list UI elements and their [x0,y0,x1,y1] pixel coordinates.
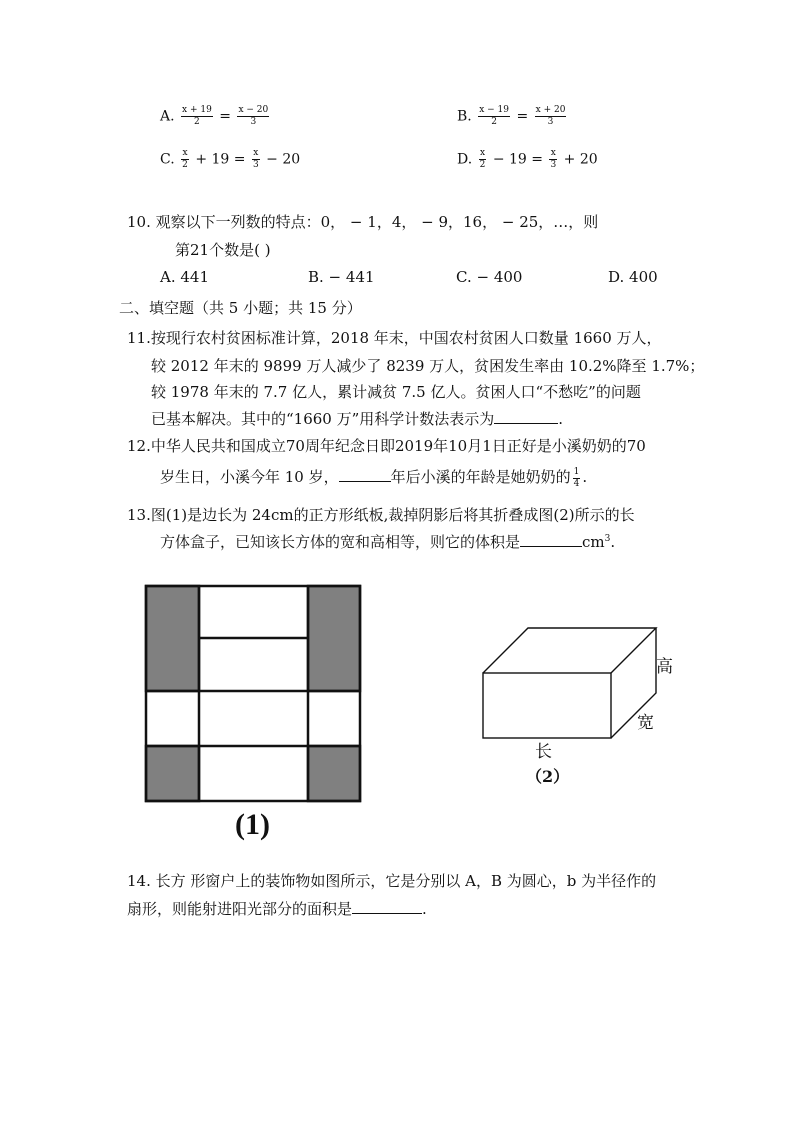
q9-option-d[interactable] [457,148,598,171]
expression-text: + 19 = [195,151,246,168]
option-label: A. [160,108,175,125]
box-front-face [483,673,611,738]
punctuation: . [610,533,616,551]
box-top-face [483,628,656,673]
q9-option-a[interactable] [160,105,271,128]
q14-line2 [127,898,427,919]
fraction: $\frac{x - 19}{2}$ [479,105,509,127]
q9-option-b[interactable] [457,105,568,128]
fraction: $\frac{x}{2}$ [182,148,188,170]
question-text: 岁生日，小溪今年 10 岁， [160,468,339,486]
fraction: $\frac{x - 20}{3}$ [238,105,269,127]
answer-blank[interactable] [352,899,422,914]
fraction: $\frac{x}{2}$ [479,148,486,170]
option-label: B. [457,108,472,125]
punctuation: . [558,410,564,428]
option-label: C. [160,151,175,168]
shaded-corner-bottom-right [308,746,360,801]
answer-blank[interactable] [494,409,558,424]
expression-text: + 20 [563,151,598,168]
fraction: $\frac{x}{3}$ [252,148,259,170]
shaded-corner-top-right [308,586,360,691]
q11-line2: 较 2012 年末的 9899 万人减少了 8239 万人，贫困发生率由 10.2%降至 1.7%； [151,357,705,375]
punctuation: . [582,468,588,486]
q10-line1: 10. 观察以下一列数的特点：0， − 1，4， − 9，16， − 25，…，则 [127,213,599,231]
equals-sign: = [516,108,529,125]
unit-text: cm [582,533,605,551]
fraction-one-quarter: $\frac{1}{4}$ [573,466,580,489]
question-text: 已基本解决。其中的“1660 万”用科学计数法表示为 [151,410,495,428]
question-text: 方体盒子，已知该长方体的宽和高相等，则它的体积是 [160,533,521,551]
q10-option-c[interactable]: C. − 400 [456,268,523,286]
shaded-corner-bottom-left [146,746,199,801]
figure-2-caption: （2） [526,767,570,786]
fraction: $\frac{x + 19}{2}$ [182,105,212,127]
answer-blank[interactable] [339,467,391,482]
label-width: 宽 [637,713,654,733]
fraction: $\frac{x + 20}{3}$ [535,105,566,127]
q10-option-d[interactable]: D. 400 [608,268,658,286]
unit-exponent: 3 [604,534,611,544]
equals-sign: = [219,108,231,125]
q11-line1: 11.按现行农村贫困标准计算，2018 年末，中国农村贫困人口数量 1660 万人， [127,329,662,347]
q11-line4 [151,408,563,429]
q14-line1: 14. 长方 形窗户上的装饰物如图所示，它是分别以 A，B 为圆心，b 为半径作的 [127,872,657,890]
q12-line2 [160,466,587,490]
expression-text: − 19 = [492,151,544,168]
fraction: $\frac{x}{3}$ [550,148,557,170]
question-text: 年后小溪的年龄是她奶奶的 [390,468,571,486]
q10-option-b[interactable]: B. − 441 [308,268,375,286]
q13-line2 [160,531,615,552]
label-length: 长 [535,742,552,762]
q9-option-c[interactable] [160,148,300,171]
q12-line1: 12.中华人民共和国成立70周年纪念日即2019年10月1日正好是小溪奶奶的70 [127,437,646,455]
figure-1-caption: (1) [235,808,270,841]
question-text: 扇形，则能射进阳光部分的面积是 [127,900,353,918]
shaded-corner-top-left [146,586,199,691]
expression-text: − 20 [266,151,301,168]
figure-2-cuboid-box [478,625,660,743]
q13-line1: 13.图(1)是边长为 24cm的正方形纸板,裁掉阴影后将其折叠成图(2)所示的长 [127,506,635,524]
q10-line2: 第21个数是( ) [175,241,271,259]
section-heading: 二、填空题（共 5 小题；共 15 分） [119,299,362,317]
answer-blank[interactable] [520,532,582,547]
figure-1-square-board [143,583,363,805]
label-height: 高 [656,657,673,677]
option-label: D. [457,151,473,168]
q10-option-a[interactable]: A. 441 [160,268,209,286]
punctuation: . [422,900,427,918]
q11-line3: 较 1978 年末的 7.7 亿人，累计减贫 7.5 亿人。贫困人口“不愁吃”的问题 [151,383,641,401]
